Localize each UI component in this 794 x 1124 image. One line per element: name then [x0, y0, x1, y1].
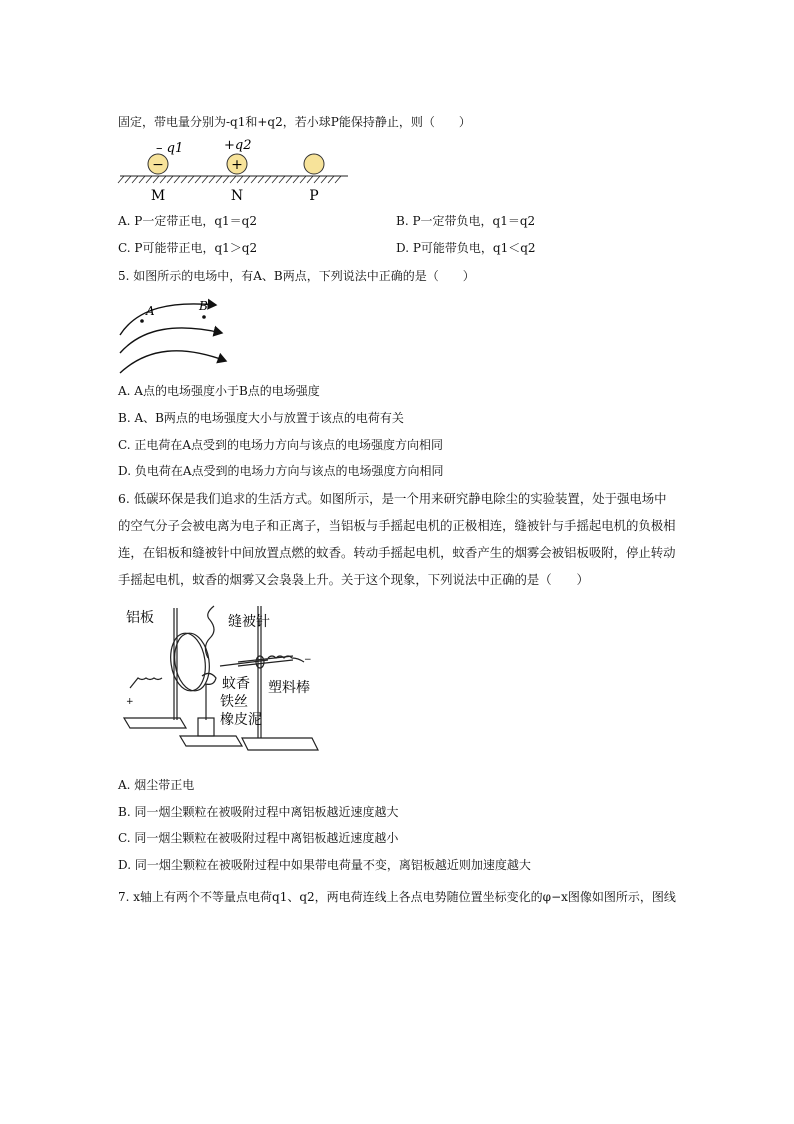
hatch-line: [125, 176, 131, 183]
hatch-line: [286, 176, 292, 183]
q4-figure: [118, 140, 348, 206]
clay-block: [198, 718, 214, 736]
hatch-line: [251, 176, 257, 183]
hatch-line: [216, 176, 222, 183]
label-N: N: [230, 188, 244, 204]
q5-option-c: C. 正电荷在A点受到的电场力方向与该点的电场强度方向相同: [118, 438, 444, 452]
middle-base: [180, 736, 242, 746]
hatch-line: [279, 176, 285, 183]
hatch-line: [328, 176, 334, 183]
right-stand-base: [242, 738, 318, 750]
hatch-line: [300, 176, 306, 183]
hatch-line: [139, 176, 145, 183]
hatch-line: [167, 176, 173, 183]
hatch-line: [230, 176, 236, 183]
q4-stem: 固定，带电量分别为-q1和+q2，若小球P能保持静止，则（ ）: [118, 115, 471, 129]
q6-stem: 6. 低碳环保是我们追求的生活方式。如图所示，是一个用来研究静电除尘的实验装置，处于强电场中的空气分子会被电离为电子和正离子，当铝板与手摇起电机的正极相连，缝被针与手摇起电机的负极相连，在铝板和缝被针中间放置点燃的蚊香。转动手摇起电机，蚊香产生的烟雾会被铝板吸附，停止转动手摇起电机，蚊香的烟雾又会袅袅上升。关于这个现象，下列说法中正确的是（ ）: [118, 491, 676, 587]
label-iron-wire: 铁丝: [220, 694, 248, 710]
hatch-line: [132, 176, 138, 183]
hatch-line: [314, 176, 320, 183]
field-line-2: [120, 328, 222, 353]
q5-stem: 5. 如图所示的电场中，有A、B两点，下列说法中正确的是（ ）: [118, 269, 475, 283]
left-wire: [130, 678, 162, 688]
point-A: [140, 319, 144, 323]
label-A: A: [146, 304, 155, 318]
q6-option-b: B. 同一烟尘颗粒在被吸附过程中离铝板越近速度越大: [118, 805, 399, 819]
q6-option-c: C. 同一烟尘颗粒在被吸附过程中离铝板越近速度越小: [118, 831, 399, 845]
q6-option-d: D. 同一烟尘颗粒在被吸附过程中如果带电荷量不变，离铝板越近则加速度越大: [118, 858, 531, 872]
q5-option-a: A. A点的电场强度小于B点的电场强度: [118, 384, 320, 398]
hatch-line: [202, 176, 208, 183]
hatch-line: [188, 176, 194, 183]
sign-minus: −: [304, 655, 312, 665]
hatch-line: [265, 176, 271, 183]
sign-plus: +: [126, 697, 134, 707]
ball-M-sign: −: [152, 157, 164, 173]
q7-stem: 7. x轴上有两个不等量点电荷q1、q2，两电荷连线上各点电势随位置坐标变化的φ−x图像如图所示，图线: [118, 890, 676, 904]
hatch-line: [118, 176, 124, 183]
aluminum-plate: [167, 631, 209, 693]
q4-option-a: A. P一定带正电，q1＝q2: [118, 214, 258, 228]
ball-N-sign: +: [231, 157, 243, 173]
q5-field-figure: [118, 295, 233, 375]
label-incense: 蚊香: [222, 676, 250, 692]
hatch-line: [321, 176, 327, 183]
label-clay: 橡皮泥: [220, 712, 262, 728]
label-aluminum-plate: 铝板: [126, 610, 154, 626]
hatch-line: [195, 176, 201, 183]
q6-option-a: A. 烟尘带正电: [118, 778, 195, 792]
hatch-line: [223, 176, 229, 183]
hatch-line: [146, 176, 152, 183]
hatch-line: [335, 176, 341, 183]
charge-label-M: – q1: [156, 141, 184, 156]
hatch-line: [181, 176, 187, 183]
q5-option-b: B. A、B两点的电场强度大小与放置于该点的电荷有关: [118, 411, 404, 425]
point-B: [202, 315, 206, 319]
q4-option-d: D. P可能带负电，q1＜q2: [396, 241, 536, 255]
hatch-line: [258, 176, 264, 183]
hatch-line: [153, 176, 159, 183]
q4-option-b: B. P一定带负电，q1＝q2: [396, 214, 536, 228]
ball-P: [304, 154, 324, 174]
hatch-line: [293, 176, 299, 183]
q4-option-c: C. P可能带正电，q1＞q2: [118, 241, 258, 255]
hatch-line: [174, 176, 180, 183]
hatch-line: [244, 176, 250, 183]
label-B: B: [199, 299, 208, 313]
field-line-3: [120, 351, 226, 373]
charge-label-N: +q2: [224, 138, 252, 153]
clamp: [256, 656, 264, 668]
hatch-line: [307, 176, 313, 183]
label-needle: 缝被针: [228, 614, 270, 630]
label-plastic-rod: 塑料棒: [268, 680, 310, 696]
q6-apparatus-figure: [118, 598, 328, 758]
q5-option-d: D. 负电荷在A点受到的电场力方向与该点的电场强度方向相同: [118, 464, 444, 478]
hatch-line: [160, 176, 166, 183]
label-M: M: [150, 188, 166, 204]
hatch-line: [209, 176, 215, 183]
hatch-line: [272, 176, 278, 183]
label-P: P: [309, 188, 319, 204]
hatch-line: [237, 176, 243, 183]
